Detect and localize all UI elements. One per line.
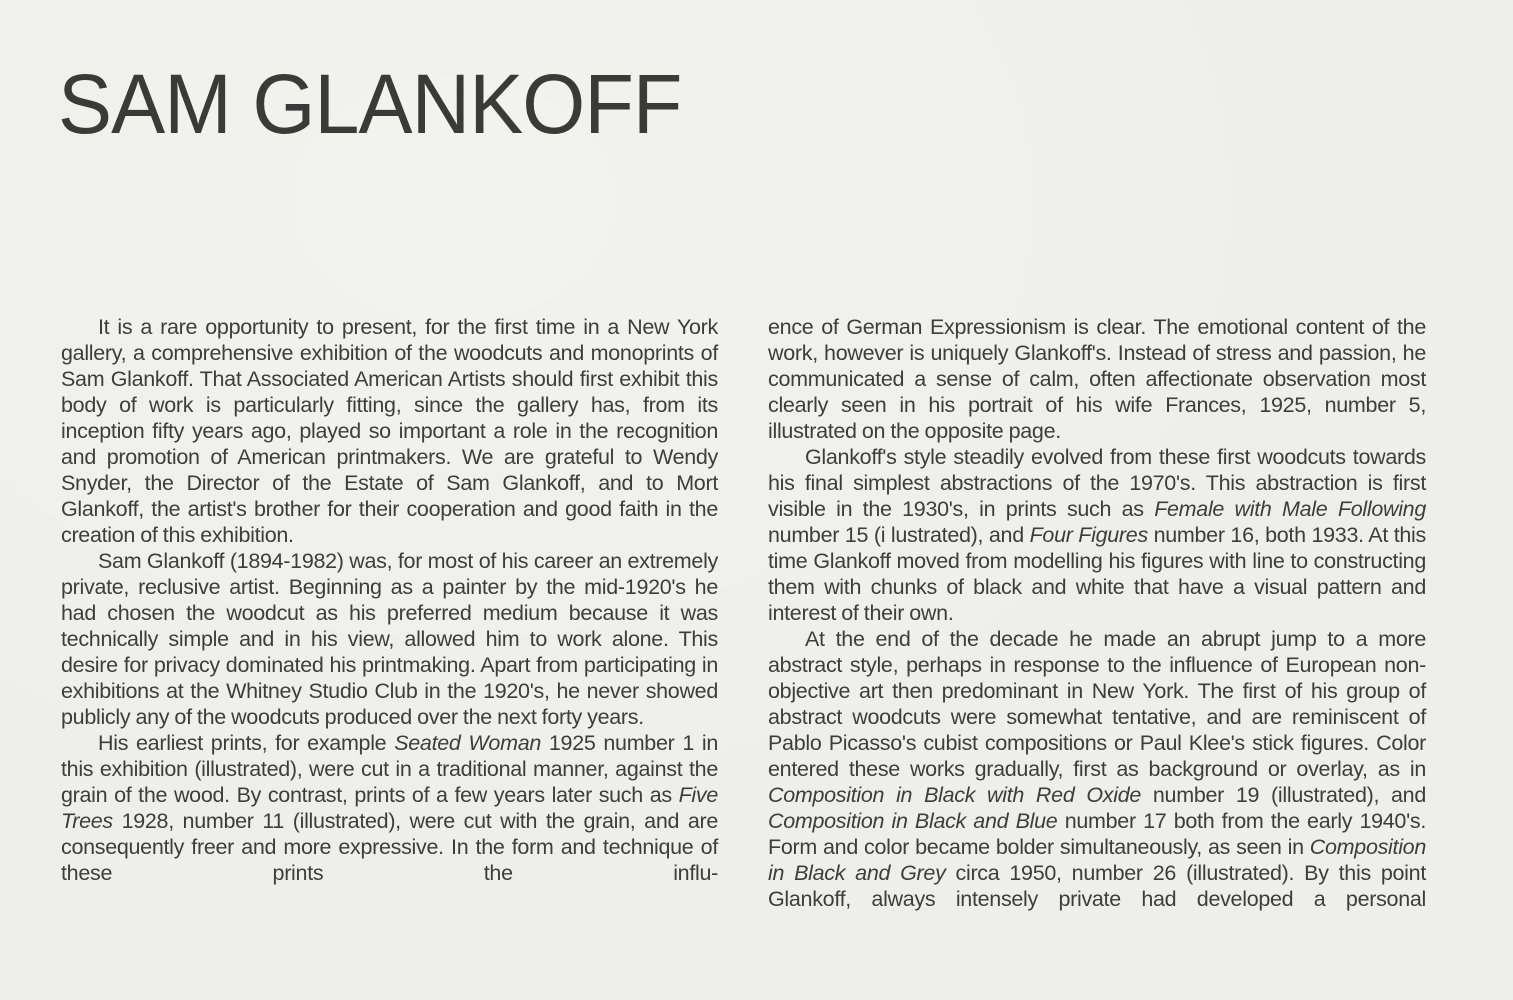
text-run: 1928, number 11 (illustrated), were cut with the grain, and are consequently freer and more expressive. In the form and technique of these prints the influ- [61, 809, 718, 885]
paragraph [61, 548, 718, 730]
text-run: 1925 number 1 in this exhibition (illustrated), were cut in a traditional manner, against the grain of the wood. By contrast, prints of a few years later such as [61, 731, 719, 807]
text-run: number 17 both from the early 1940's. Form and color became bolder simultaneously, as seen in [768, 809, 1426, 859]
paragraph [768, 314, 1426, 444]
page-title: SAM GLANKOFF [58, 57, 682, 151]
text-run: Sam Glankoff (1894-1982) was, for most of his career an extremely private, reclusive artist. Beginning as a painter by the mid-1920's he had chosen the woodcut as his preferred medium because it was technically simple and in his view, allowed him to work alone. This desire for privacy dominated his printmaking. Apart from participating in exhibitions at the Whitney Studio Club in the 1920's, he never showed publicly any of the woodcuts produced over the next forty years. [61, 549, 718, 729]
text-run: circa 1950, number 26 (illustrated). By this point Glankoff, always intensely private had developed a personal [768, 861, 1426, 911]
text-run: number 15 (i lustrated), and [768, 523, 1030, 547]
paragraph [768, 444, 1426, 626]
text-run: ence of German Expressionism is clear. The emotional content of the work, however is uniquely Glankoff's. Instead of stress and passion, he communicated a sense of calm, often affectionate observation most clearly seen in his portrait of his wife Frances, 1925, number 5, illustrated on the opposite page. [768, 315, 1426, 443]
artwork-title: Composition in Black and Grey [768, 835, 1426, 885]
text-run: Glankoff's style steadily evolved from these first woodcuts towards his final simplest abstractions of the 1970's. This abstraction is first visible in the 1930's, in prints such as [768, 445, 1426, 521]
paragraph [61, 314, 718, 548]
artwork-title: Female with Male Following [1154, 497, 1426, 521]
artwork-title: Seated Woman [394, 731, 542, 755]
text-run: number 19 (illustrated), and [1141, 783, 1427, 807]
paragraph [768, 626, 1426, 912]
text-column-left [61, 314, 718, 886]
artwork-title: Composition in Black and Blue [768, 809, 1058, 833]
paragraph [61, 730, 718, 886]
text-run: number 16, both 1933. At this time Glankoff moved from modelling his figures with line to constructing them with chunks of black and white that have a visual pattern and interest of their own. [768, 523, 1426, 625]
text-run: At the end of the decade he made an abrupt jump to a more abstract style, perhaps in response to the influence of European non-objective art then predominant in New York. The first of his group of abstract woodcuts were somewhat tentative, and are reminiscent of Pablo Picasso's cubist compositions or Paul Klee's stick figures. Color entered these works gradually, first as background or overlay, as in [768, 627, 1426, 781]
text-run: His earliest prints, for example [98, 731, 395, 755]
artwork-title: Composition in Black with Red Oxide [768, 783, 1142, 807]
artwork-title: Four Figures [1029, 523, 1148, 547]
text-column-right [768, 314, 1426, 912]
artwork-title: Five Trees [61, 783, 718, 833]
text-run: It is a rare opportunity to present, for the first time in a New York gallery, a comprehensive exhibition of the woodcuts and monoprints of Sam Glankoff. That Associated American Artists should first exhibit this body of work is particularly fitting, since the gallery has, from its inception fifty years ago, played so important a role in the recognition and promotion of American printmakers. We are grateful to Wendy Snyder, the Director of the Estate of Sam Glankoff, and to Mort Glankoff, the artist's brother for their cooperation and good faith in the creation of this exhibition. [61, 315, 718, 547]
